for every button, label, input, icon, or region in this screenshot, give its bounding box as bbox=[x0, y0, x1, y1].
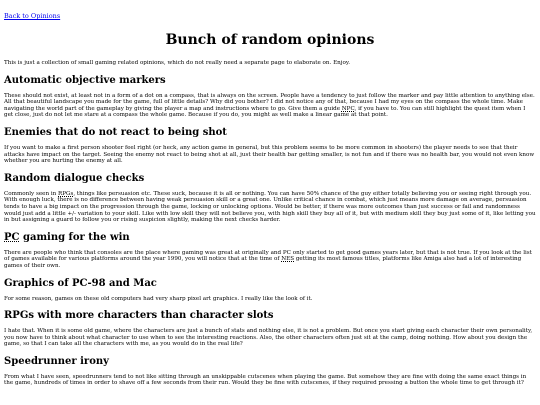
text-run: There are people who think that consoles are the place where gaming was great at originally and PC only started to get good games years later, but that is not true. If you look at the list of games available for various platforms around the year 1990, you will notice that at the time of bbox=[4, 249, 532, 263]
section-paragraph bbox=[4, 250, 536, 270]
abbreviation: NPC bbox=[341, 105, 355, 112]
sections-container bbox=[4, 75, 536, 387]
text-run: I hate that. When it is some old game, where the characters are just a bunch of stats and nothing else, it is not a problem. But once you start giving each character their own personality, you now have to think about what character to use when to see the interesting reactions. Also, the other characters often just sit at the camp, doing nothing. How about you design the game, so that I can take all the characters with me, as you would do in the real life? bbox=[4, 328, 533, 348]
section-paragraph bbox=[4, 328, 536, 348]
section-heading bbox=[4, 75, 536, 87]
section-heading bbox=[4, 356, 536, 368]
text-run: Graphics of PC-98 and Mac bbox=[4, 277, 157, 289]
section-heading bbox=[4, 173, 536, 185]
intro-paragraph: This is just a collection of small gaming related opinions, which do not really need a separate page to elaborate on. Enjoy. bbox=[4, 60, 351, 66]
section-paragraph bbox=[4, 191, 536, 224]
text-run: From what I have seen, speedrunners tend to not like sitting through an unskippable cutscenes when playing the game. But somehow they are fine with doing the same exact things in the game, hundreds of times in order to shave off a few seconds from their run. Would they be fine with cutscenes, if they required pressing a button the whole time to get through it? bbox=[4, 373, 527, 387]
text-run: Random dialogue checks bbox=[4, 172, 145, 184]
text-run: For some reason, games on these old computers had very sharp pixel art graphics. I really like the look of it. bbox=[4, 295, 313, 302]
text-run: If you want to make a first person shooter feel right (or heck, any action game in general, but this problem seems to be more common in shooters) the player needs to see that their attacks have impact on the target. Seeing the enemy not react to being shot at all, just their health bar getting smaller, is not fun and if there was no health bar, you would not even know whether you are hurting the enemy at all. bbox=[4, 144, 535, 165]
page-title: Bunch of random opinions bbox=[165, 32, 375, 48]
text-run: gaming for the win bbox=[19, 231, 130, 243]
text-run: , things like persuasion etc. These suck, because it is all or nothing. You can have 50% chance of the guy either totally believing you or seeing right through you. With enough luck, there is no difference between having weak persuasion skill or a great one. Unlike critical chance in combat, which just means more damage on average, persuasion tends to have a big impact on the progression through the game, locking or unlocking options. Would be better, if there was more outcomes than just success or fail and randomness would just add a little +/- variation to your skill. Like with low skill they will not believe you, with high skill they buy all of it, but with medium skill they buy just some of it, like letting you in but assigning a guard to follow you or rising suspicion slightly, making the next checks harder. bbox=[4, 190, 536, 224]
text-run: Enemies that do not react to being shot bbox=[4, 126, 227, 138]
text-run: RPGs with more characters than character slots bbox=[4, 310, 274, 322]
section-heading bbox=[4, 127, 536, 139]
abbreviation: NES bbox=[281, 256, 295, 263]
section-paragraph bbox=[4, 93, 536, 119]
section-paragraph bbox=[4, 296, 536, 303]
section-heading bbox=[4, 232, 536, 244]
section-paragraph bbox=[4, 374, 536, 387]
section-heading bbox=[4, 310, 536, 322]
section-paragraph bbox=[4, 145, 536, 165]
back-to-opinions-link[interactable]: Back to Opinions bbox=[4, 12, 61, 20]
text-run: Commonly seen in bbox=[4, 190, 58, 197]
text-run: getting its most famous titles, platforms like Amiga also had a lot of interesting games of their own. bbox=[4, 256, 522, 269]
text-run: Speedrunner irony bbox=[4, 355, 109, 367]
text-run: , if you have to. You can still highlight the quest item when I get close, just do not let me stare at a compass the whole game. Because if you do, you might as well make a linear game at that point. bbox=[4, 105, 526, 119]
text-run: These should not exist, at least not in a form of a dot on a compass, that is always on the screen. People have a tendency to just follow the marker and pay little attention to anything else. All that beautiful landscape you made for the game, full of little details? Why did you bother? I did not notice any of that, because I had my eyes on the compass the whole time. Make navigating the world part of the gameplay by giving the player a map and instructions where to go. Give them a guide bbox=[4, 92, 535, 112]
section-heading bbox=[4, 278, 536, 290]
abbreviation: RPGs bbox=[58, 190, 74, 197]
abbreviation: PC bbox=[4, 231, 20, 243]
text-run: Automatic objective markers bbox=[4, 74, 166, 86]
